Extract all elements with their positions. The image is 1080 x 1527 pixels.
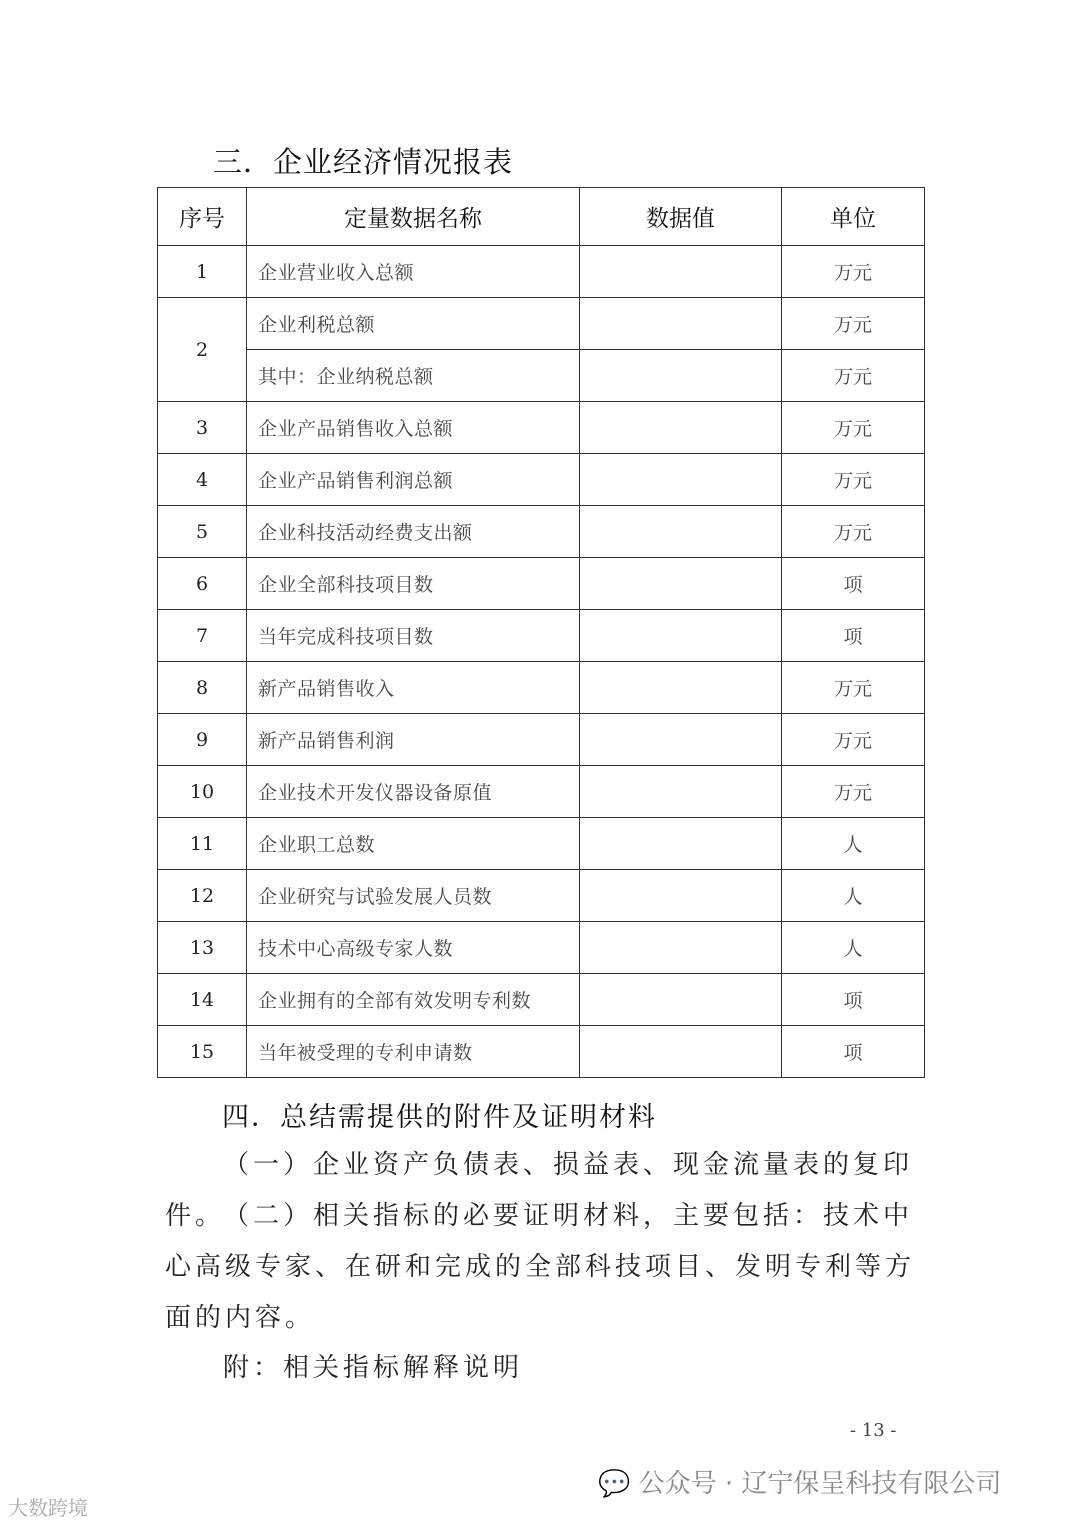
row-value[interactable]: [580, 298, 782, 350]
row-unit: 万元: [782, 298, 925, 350]
table-row: [158, 246, 925, 298]
table-row: [158, 870, 925, 922]
row-unit: 项: [782, 1026, 925, 1078]
row-name: 企业营业收入总额: [247, 246, 580, 298]
header-value: 数据值: [580, 188, 782, 246]
row-number: 10: [158, 766, 247, 818]
row-number: 13: [158, 922, 247, 974]
row-value[interactable]: [580, 558, 782, 610]
row-value[interactable]: [580, 506, 782, 558]
brand-watermark: 大数跨境: [8, 1496, 88, 1520]
table-row: [158, 558, 925, 610]
table-row: [158, 662, 925, 714]
paragraph-2: （二）相关指标的必要证明材料，主要包括：技术中心高级专家、在研和完成的全部科技项目、发明专利等方面的内容。: [165, 1201, 916, 1333]
row-value[interactable]: [580, 870, 782, 922]
header-unit: 单位: [782, 188, 925, 246]
table-header-row: [158, 188, 925, 246]
row-name: 企业产品销售收入总额: [247, 402, 580, 454]
row-name: 新产品销售收入: [247, 662, 580, 714]
row-name: 企业科技活动经费支出额: [247, 506, 580, 558]
row-number: 11: [158, 818, 247, 870]
table-row: [158, 350, 925, 402]
row-name: 企业拥有的全部有效发明专利数: [247, 974, 580, 1026]
row-name: 企业研究与试验发展人员数: [247, 870, 580, 922]
row-unit: 万元: [782, 714, 925, 766]
page-number: - 13 -: [850, 1420, 897, 1441]
row-value[interactable]: [580, 610, 782, 662]
row-value[interactable]: [580, 922, 782, 974]
row-unit: 项: [782, 974, 925, 1026]
row-number: 14: [158, 974, 247, 1026]
row-unit: 人: [782, 922, 925, 974]
row-value[interactable]: [580, 818, 782, 870]
section-3-title: 三．企业经济情况报表: [213, 145, 514, 179]
wechat-icon: 💬: [598, 1469, 631, 1499]
wechat-watermark: 💬 公众号 · 辽宁保呈科技有限公司: [598, 1469, 1002, 1499]
row-value[interactable]: [580, 766, 782, 818]
table-row: [158, 298, 925, 350]
row-value[interactable]: [580, 402, 782, 454]
row-name: 企业技术开发仪器设备原值: [247, 766, 580, 818]
row-value[interactable]: [580, 714, 782, 766]
row-name: 当年被受理的专利申请数: [247, 1026, 580, 1078]
row-name: 其中：企业纳税总额: [247, 350, 580, 402]
row-name: 企业利税总额: [247, 298, 580, 350]
table-row: [158, 766, 925, 818]
row-number: 12: [158, 870, 247, 922]
row-unit: 万元: [782, 662, 925, 714]
row-unit: 万元: [782, 246, 925, 298]
row-number: 4: [158, 454, 247, 506]
row-unit: 万元: [782, 506, 925, 558]
row-number: 3: [158, 402, 247, 454]
row-unit: 项: [782, 558, 925, 610]
section-4-title: 四．总结需提供的附件及证明材料: [222, 1102, 657, 1133]
table-row: [158, 402, 925, 454]
appendix-note: 附：相关指标解释说明: [223, 1353, 524, 1383]
row-value[interactable]: [580, 350, 782, 402]
row-unit: 万元: [782, 766, 925, 818]
table-row: [158, 1026, 925, 1078]
header-name: 定量数据名称: [247, 188, 580, 246]
row-name: 新产品销售利润: [247, 714, 580, 766]
table-row: [158, 922, 925, 974]
row-number: 15: [158, 1026, 247, 1078]
row-unit: 人: [782, 870, 925, 922]
row-value[interactable]: [580, 662, 782, 714]
economic-report-table: [157, 187, 925, 1078]
row-unit: 项: [782, 610, 925, 662]
table-row: [158, 610, 925, 662]
table-row: [158, 506, 925, 558]
row-unit: 万元: [782, 350, 925, 402]
row-value[interactable]: [580, 974, 782, 1026]
row-name: 当年完成科技项目数: [247, 610, 580, 662]
row-name: 技术中心高级专家人数: [247, 922, 580, 974]
row-number: 9: [158, 714, 247, 766]
row-number: 7: [158, 610, 247, 662]
table-row: [158, 974, 925, 1026]
row-unit: 万元: [782, 402, 925, 454]
table-row: [158, 454, 925, 506]
row-number: 5: [158, 506, 247, 558]
row-name: 企业全部科技项目数: [247, 558, 580, 610]
row-number: 8: [158, 662, 247, 714]
row-unit: 万元: [782, 454, 925, 506]
row-value[interactable]: [580, 246, 782, 298]
row-name: 企业产品销售利润总额: [247, 454, 580, 506]
row-number: 2: [158, 298, 247, 402]
row-unit: 人: [782, 818, 925, 870]
row-name: 企业职工总数: [247, 818, 580, 870]
header-no: 序号: [158, 188, 247, 246]
row-value[interactable]: [580, 1026, 782, 1078]
table-row: [158, 818, 925, 870]
row-number: 1: [158, 246, 247, 298]
row-value[interactable]: [580, 454, 782, 506]
paragraph-1: （一）企业资产负债表、损益表、现金流量表的复印件。: [165, 1150, 914, 1231]
row-number: 6: [158, 558, 247, 610]
table-row: [158, 714, 925, 766]
